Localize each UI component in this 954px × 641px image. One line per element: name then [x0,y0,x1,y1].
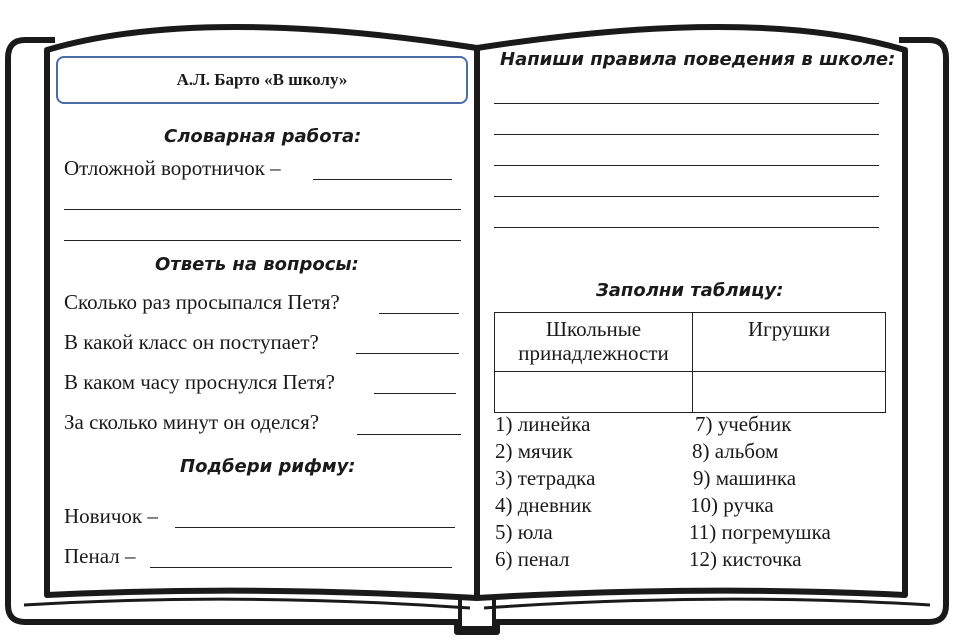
vocab-answer-line-3[interactable] [64,240,461,241]
column-header-toys: Игрушки [693,313,886,372]
list-item: 10) ручка [690,493,774,517]
rules-line-5[interactable] [494,227,879,228]
question-4: За сколько минут он оделся? [64,410,320,434]
rhyme-line-1[interactable] [175,527,455,528]
rules-heading: Напиши правила поведения в школе: [500,49,896,70]
rhyme-heading: Подбери рифму: [180,456,356,477]
list-item: 4) дневник [495,493,592,517]
questions-heading: Ответь на вопросы: [155,254,359,275]
rules-line-4[interactable] [494,196,879,197]
sorting-table [494,312,886,413]
school-supplies-answer-cell[interactable] [495,372,693,413]
vocab-heading: Словарная работа: [164,126,362,147]
list-item: 6) пенал [495,547,570,571]
answer-line-4[interactable] [357,434,461,435]
answer-line-2[interactable] [356,353,459,354]
table-heading: Заполни таблицу: [596,280,784,301]
rules-line-1[interactable] [494,103,879,104]
rules-line-3[interactable] [494,165,879,166]
story-title: А.Л. Барто «В школу» [56,56,468,104]
list-item: 5) юла [495,520,553,544]
vocab-answer-line[interactable] [313,179,452,180]
rhyme-word-1: Новичок – [64,504,158,528]
list-item: 7) учебник [695,412,792,436]
answer-line-3[interactable] [374,393,456,394]
question-3: В каком часу проснулся Петя? [64,370,335,394]
rules-line-2[interactable] [494,134,879,135]
list-item: 11) погремушка [689,520,831,544]
vocab-term: Отложной воротничок – [64,156,281,180]
question-1: Сколько раз просыпался Петя? [64,290,340,314]
rhyme-line-2[interactable] [150,567,452,568]
vocab-answer-line-2[interactable] [64,209,461,210]
answer-line-1[interactable] [379,313,459,314]
list-item: 3) тетрадка [495,466,596,490]
list-item: 8) альбом [692,439,779,463]
list-item: 2) мячик [495,439,573,463]
column-header-school-supplies: Школьные принадлежности [495,313,693,372]
list-item: 9) машинка [693,466,797,490]
list-item: 12) кисточка [689,547,802,571]
toys-answer-cell[interactable] [693,372,886,413]
list-item: 1) линейка [495,412,591,436]
question-2: В какой класс он поступает? [64,330,319,354]
rhyme-word-2: Пенал – [64,544,136,568]
